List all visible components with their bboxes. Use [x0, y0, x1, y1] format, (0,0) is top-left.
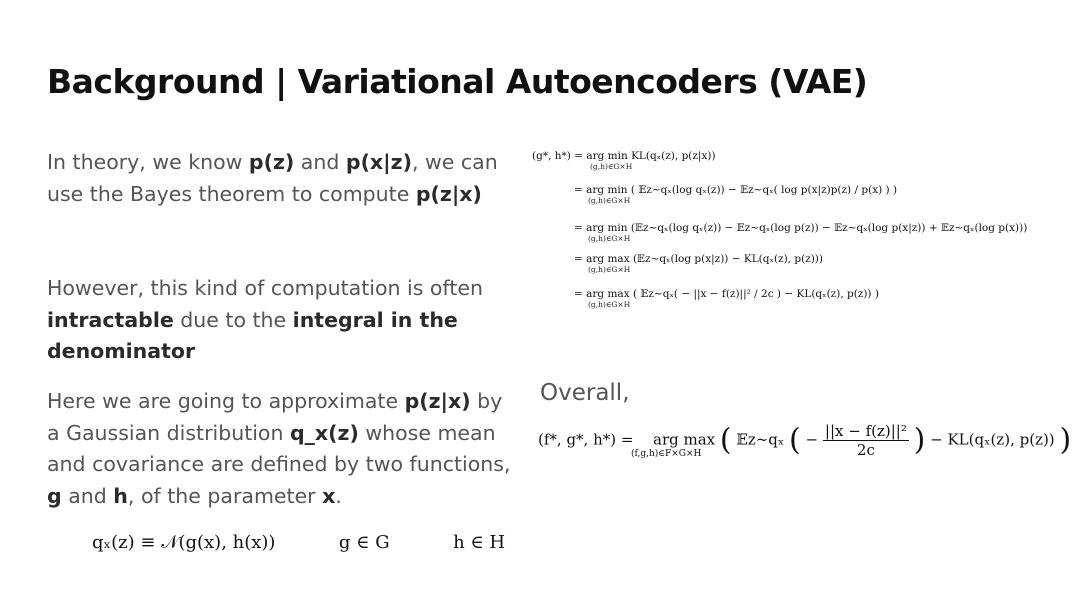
final-objective [538, 422, 1071, 459]
bold-term: q_x(z) [290, 420, 359, 445]
open-paren: ( [719, 422, 732, 458]
text-run: , of the parameter [127, 483, 323, 508]
derivation-line [574, 288, 879, 309]
overall-label: Overall, [540, 380, 630, 406]
derivation-line [574, 184, 897, 205]
slide-title: Background | Variational Autoencoders (VAE) [47, 62, 868, 101]
gaussian-definition [92, 532, 505, 553]
close-paren: ) [913, 422, 926, 458]
derivation-line [532, 150, 716, 171]
text-run: In theory, we know [47, 150, 249, 174]
derivation-main: = arg min (𝔼z∼qₓ(log qₓ(z)) − 𝔼z∼qₓ(log p(z)) − 𝔼z∼qₓ(log p(x|z)) + 𝔼z∼qₓ(log p(x))) [574, 222, 1028, 234]
bold-term: intractable [47, 307, 174, 332]
derivation-main: = arg min ( 𝔼z∼qₓ(log qₓ(z)) − 𝔼z∼qₓ( log p(x|z)p(z) / p(x) ) ) [574, 184, 898, 196]
bold-term: p(x|z) [345, 150, 412, 174]
close-paren: ) [1059, 422, 1072, 458]
text-run: However, this kind of computation is often [47, 276, 483, 300]
text-run: . [335, 483, 342, 508]
derivation-subscript: (g,h)∈G×H [588, 196, 631, 205]
derivation-subscript: (g,h)∈G×H [588, 265, 631, 274]
derivation-line [574, 253, 823, 274]
bayes-paragraph [47, 147, 517, 210]
derivation-line [574, 222, 1027, 243]
text-run: by a Gaussian distribution [47, 389, 503, 445]
derivation-main: = arg max (𝔼z∼qₓ(log p(x|z)) − KL(qₓ(z), p(z))) [574, 253, 823, 265]
text-run: whose mean and covariance are defined by two functions, [47, 420, 511, 476]
bold-term: x [322, 483, 336, 508]
bold-term: h [113, 483, 128, 508]
derivation-main: (g*, h*) = arg min KL(qₓ(z), p(z|x)) [532, 150, 716, 162]
final-kl-term: − KL(qₓ(z), p(z)) [930, 430, 1055, 449]
q-definition: qₓ(z) ≡ 𝒩(g(x), h(x)) [92, 532, 276, 553]
fraction-denominator: 2c [856, 441, 875, 459]
approximation-paragraph [47, 386, 517, 512]
bold-term: g [47, 483, 62, 508]
text-run: and [61, 483, 114, 508]
derivation-subscript: (g,h)∈G×H [588, 300, 631, 309]
bold-term: p(z|x) [404, 389, 471, 413]
final-expectation: 𝔼z∼qₓ [736, 430, 785, 449]
minus-sign: − [805, 430, 819, 449]
bold-term: p(z|x) [415, 181, 482, 206]
text-run: , we can use the Bayes theorem to compute [47, 150, 498, 206]
bold-term: p(z) [248, 150, 295, 174]
derivation-subscript: (g,h)∈G×H [590, 162, 633, 171]
final-lhs: (f*, g*, h*) = [538, 430, 634, 449]
final-fraction [823, 422, 909, 459]
fraction-numerator: ||x − f(z)||² [824, 422, 907, 440]
derivation-subscript: (g,h)∈G×H [588, 234, 631, 243]
bold-term: integral in the denominator [47, 307, 458, 363]
text-run: due to the [173, 307, 293, 332]
text-run: Here we are going to approximate [47, 389, 405, 413]
g-membership: g ∈ G [338, 532, 390, 553]
text-run: and [294, 150, 346, 174]
intractable-paragraph [47, 273, 517, 368]
final-argmax: arg max [653, 430, 716, 449]
open-paren: ( [789, 422, 801, 458]
derivation-main: = arg max ( 𝔼z∼qₓ( − ||x − f(z)||² / 2c ) − KL(qₓ(z), p(z)) ) [574, 288, 879, 300]
h-membership: h ∈ H [453, 532, 506, 553]
final-subscript: (f,g,h)∈F×G×H [631, 449, 702, 459]
